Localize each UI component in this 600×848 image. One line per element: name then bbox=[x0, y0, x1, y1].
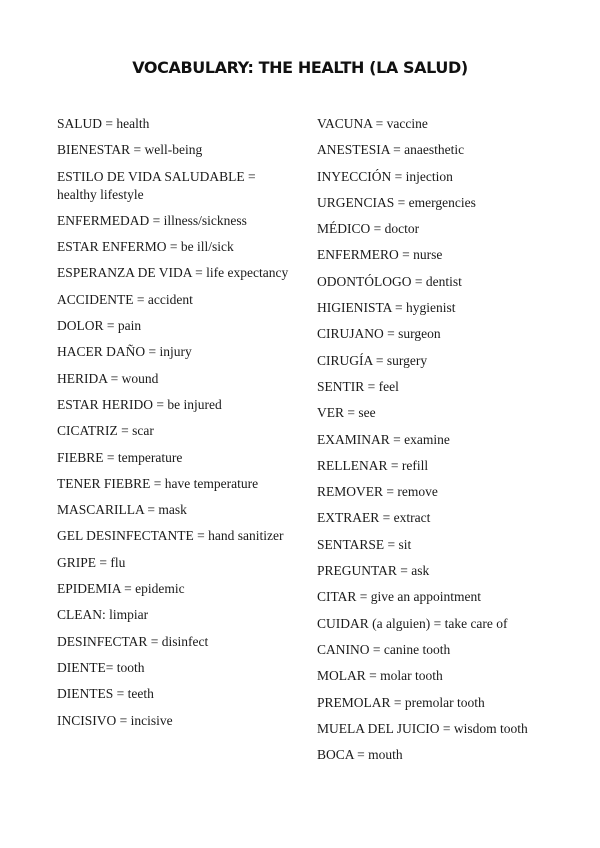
vocabulary-entry: BOCA = mouth bbox=[317, 747, 403, 763]
vocabulary-entry: CUIDAR (a alguien) = take care of bbox=[317, 615, 508, 631]
vocabulary-entry: MOLAR = molar tooth bbox=[317, 668, 443, 684]
vocabulary-entry: CIRUJANO = surgeon bbox=[317, 326, 441, 342]
vocabulary-entry: MUELA DEL JUICIO = wisdom tooth bbox=[317, 720, 528, 736]
vocabulary-entry: INCISIVO = incisive bbox=[57, 712, 173, 728]
vocabulary-entry: ESTAR HERIDO = be injured bbox=[57, 396, 222, 412]
left-vocabulary-column bbox=[57, 115, 297, 738]
vocabulary-entry: ESTILO DE VIDA SALUDABLE = healthy lifestyle bbox=[57, 168, 256, 202]
vocabulary-entry: SENTARSE = sit bbox=[317, 536, 412, 552]
vocabulary-entry: HACER DAÑO = injury bbox=[57, 344, 192, 360]
vocabulary-entry: BIENESTAR = well-being bbox=[57, 142, 203, 158]
vocabulary-entry: EXAMINAR = examine bbox=[317, 431, 450, 447]
vocabulary-entry: DIENTES = teeth bbox=[57, 686, 154, 702]
vocabulary-entry: ACCIDENTE = accident bbox=[57, 291, 193, 307]
vocabulary-entry: HIGIENISTA = hygienist bbox=[317, 300, 456, 316]
vocabulary-entry: RELLENAR = refill bbox=[317, 457, 429, 473]
vocabulary-entry: VER = see bbox=[317, 405, 376, 421]
page-title: VOCABULARY: THE HEALTH (LA SALUD) bbox=[132, 58, 468, 77]
vocabulary-entry: REMOVER = remove bbox=[317, 484, 438, 500]
vocabulary-entry: PREMOLAR = premolar tooth bbox=[317, 694, 485, 710]
vocabulary-entry: GRIPE = flu bbox=[57, 554, 126, 570]
vocabulary-entry: ANESTESIA = anaesthetic bbox=[317, 142, 465, 158]
vocabulary-entry: DOLOR = pain bbox=[57, 318, 142, 334]
vocabulary-entry: ODONTÓLOGO = dentist bbox=[317, 273, 462, 289]
right-vocabulary-column bbox=[317, 115, 557, 772]
vocabulary-entry: FIEBRE = temperature bbox=[57, 449, 183, 465]
vocabulary-entry: ENFERMEDAD = illness/sickness bbox=[57, 212, 247, 228]
vocabulary-entry: CITAR = give an appointment bbox=[317, 589, 482, 605]
vocabulary-entry: CICATRIZ = scar bbox=[57, 423, 154, 439]
vocabulary-entry: TENER FIEBRE = have temperature bbox=[57, 475, 259, 491]
vocabulary-entry: CANINO = canine tooth bbox=[317, 641, 451, 657]
vocabulary-entry: EXTRAER = extract bbox=[317, 510, 431, 526]
vocabulary-entry: ESPERANZA DE VIDA = life expectancy bbox=[57, 265, 289, 281]
vocabulary-entry: SALUD = health bbox=[57, 116, 150, 131]
vocabulary-entry: MÉDICO = doctor bbox=[317, 221, 420, 237]
vocabulary-entry: ESTAR ENFERMO = be ill/sick bbox=[57, 239, 234, 255]
vocabulary-entry: URGENCIAS = emergencies bbox=[317, 194, 476, 210]
vocabulary-entry: INYECCIÓN = injection bbox=[317, 168, 453, 184]
vocabulary-entry: PREGUNTAR = ask bbox=[317, 563, 430, 579]
vocabulary-entry: MASCARILLA = mask bbox=[57, 502, 187, 518]
vocabulary-entry: DESINFECTAR = disinfect bbox=[57, 633, 209, 649]
vocabulary-entry: SENTIR = feel bbox=[317, 378, 399, 394]
vocabulary-entry: DIENTE= tooth bbox=[57, 659, 145, 675]
vocabulary-entry: CLEAN: limpiar bbox=[57, 607, 149, 623]
vocabulary-entry: GEL DESINFECTANTE = hand sanitizer bbox=[57, 528, 284, 544]
vocabulary-entry: EPIDEMIA = epidemic bbox=[57, 581, 185, 597]
vocabulary-entry: VACUNA = vaccine bbox=[317, 116, 428, 131]
vocabulary-entry: CIRUGÍA = surgery bbox=[317, 352, 428, 368]
vocabulary-entry: ENFERMERO = nurse bbox=[317, 247, 443, 263]
vocabulary-entry: HERIDA = wound bbox=[57, 370, 159, 386]
